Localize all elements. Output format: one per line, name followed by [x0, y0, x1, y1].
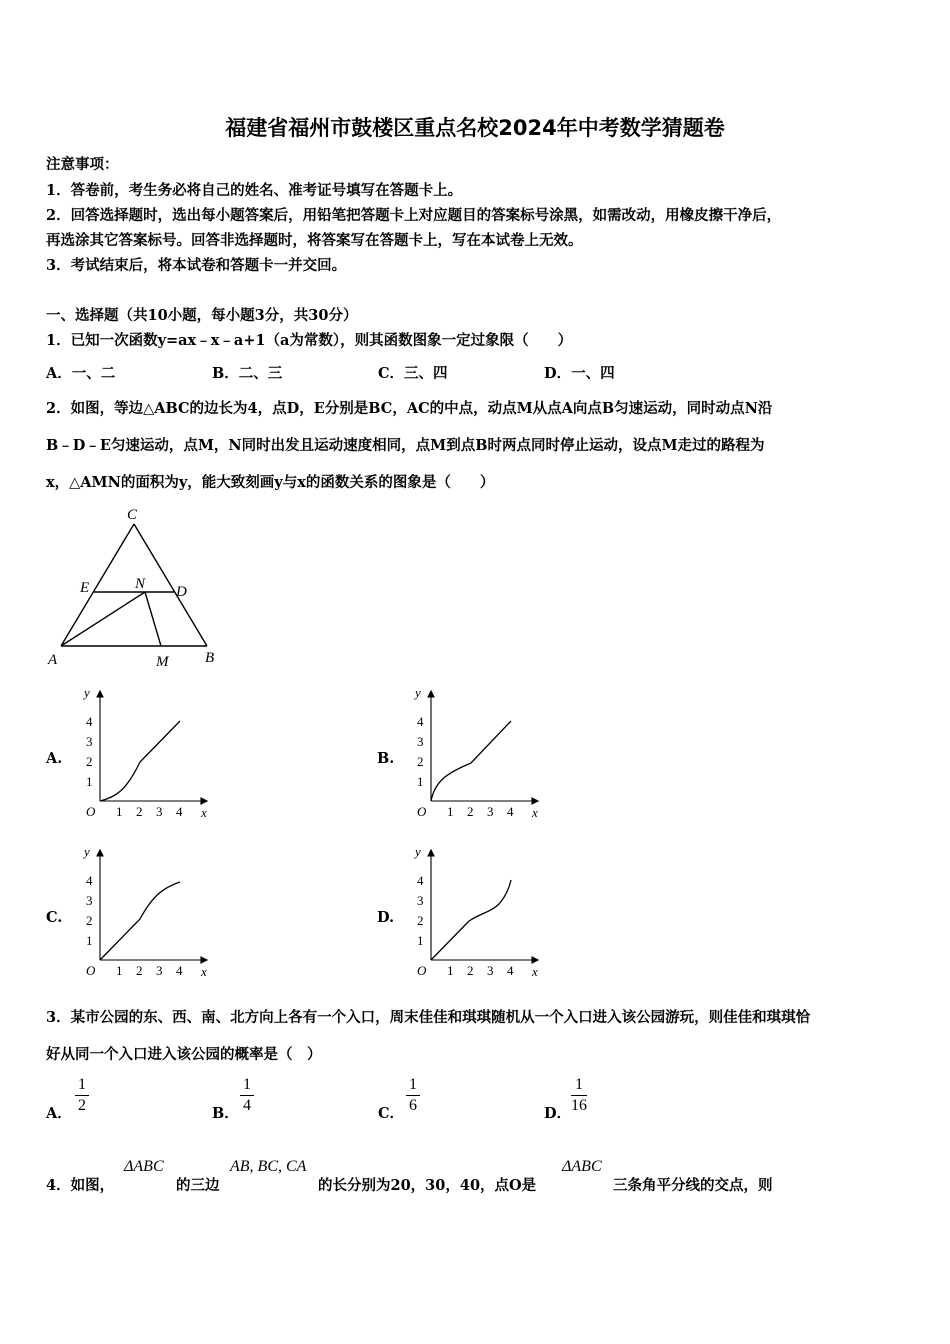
svg-text:4: 4 — [86, 714, 93, 729]
notice-item: 3．考试结束后，将本试卷和答题卡一并交回。 — [46, 257, 347, 274]
svg-text:y: y — [415, 844, 421, 859]
svg-text:1: 1 — [86, 933, 93, 948]
notice-item: 1．答卷前，考生务必将自己的姓名、准考证号填写在答题卡上。 — [46, 182, 463, 199]
svg-text:O: O — [417, 963, 427, 978]
svg-text:1: 1 — [417, 774, 424, 789]
svg-text:x: x — [532, 964, 538, 979]
q3-option-d-label: D． — [544, 1105, 572, 1122]
svg-text:3: 3 — [86, 893, 93, 908]
svg-text:1: 1 — [417, 933, 424, 948]
svg-text:4: 4 — [507, 804, 514, 819]
q4-math-sides: AB, BC, CA — [230, 1158, 307, 1175]
segment-nm — [145, 592, 161, 646]
x-axis-label: x — [201, 805, 207, 820]
svg-text:x: x — [532, 805, 538, 820]
q1-option-c: C．三、四 — [378, 365, 448, 382]
q3-option-d-fraction: $\frac{1}{16}$ — [571, 1076, 587, 1114]
svg-text:2: 2 — [467, 804, 474, 819]
svg-text:3: 3 — [487, 804, 494, 819]
q3-line: 好从同一个入口进入该公园的概率是（ ） — [46, 1046, 322, 1063]
q3-option-b-label: B． — [212, 1105, 239, 1122]
notice-heading: 注意事项： — [46, 156, 119, 173]
svg-text:3: 3 — [156, 804, 163, 819]
label-c: C — [127, 507, 138, 523]
svg-text:4: 4 — [417, 714, 424, 729]
svg-text:4: 4 — [176, 963, 183, 978]
svg-text:2: 2 — [467, 963, 474, 978]
label-d: D — [176, 584, 187, 600]
q2-option-b-label: B. — [377, 750, 395, 767]
svg-text:1: 1 — [86, 774, 93, 789]
graph-a — [72, 683, 217, 823]
q2-option-d-label: D. — [377, 909, 395, 926]
notice-item: 再选涂其它答案标号。回答非选择题时，将答案写在答题卡上，写在本试卷上无效。 — [46, 232, 583, 249]
svg-text:4: 4 — [417, 873, 424, 888]
side-ac — [61, 524, 134, 646]
q1-option-a: A．一、二 — [46, 365, 116, 382]
svg-text:3: 3 — [417, 893, 424, 908]
svg-text:2: 2 — [417, 754, 424, 769]
graph-b — [403, 683, 548, 823]
label-n: N — [135, 576, 146, 592]
svg-text:2: 2 — [417, 913, 424, 928]
q4-text-3: 的长分别为20，30，40，点O是 — [318, 1177, 537, 1194]
svg-text:3: 3 — [156, 963, 163, 978]
label-a: A — [48, 652, 58, 668]
page-title: 福建省福州市鼓楼区重点名校2024年中考数学猜题卷 — [225, 116, 725, 140]
graph-d — [403, 842, 548, 982]
q2-line: B﹣D﹣E匀速运动，点M，N同时出发且运动速度相同，点M到点B时两点同时停止运动，设点M走过的路程为 — [46, 437, 765, 454]
q3-option-b-fraction: $\frac{1}{4}$ — [240, 1076, 254, 1115]
segment-an — [61, 592, 145, 646]
q2-option-a-label: A. — [46, 750, 63, 767]
svg-text:2: 2 — [136, 963, 143, 978]
svg-text:O: O — [417, 804, 427, 819]
svg-text:3: 3 — [487, 963, 494, 978]
svg-text:1: 1 — [447, 963, 454, 978]
notice-item: 2．回答选择题时，选出每小题答案后，用铅笔把答题卡上对应题目的答案标号涂黑，如需改动，用橡皮擦干净后， — [46, 207, 782, 224]
q1-stem: 1．已知一次函数y=ax﹣x﹣a+1（a为常数），则其函数图象一定过象限（ ） — [46, 332, 573, 349]
svg-text:1: 1 — [116, 804, 123, 819]
label-e: E — [80, 580, 90, 596]
q2-option-c-label: C. — [46, 909, 63, 926]
svg-text:4: 4 — [86, 873, 93, 888]
svg-text:4: 4 — [176, 804, 183, 819]
label-m: M — [156, 654, 169, 670]
svg-text:2: 2 — [86, 754, 93, 769]
q4-math-triangle: ΔABC — [124, 1158, 164, 1175]
q4-math-triangle-2: ΔABC — [562, 1158, 602, 1175]
y-axis-label: y — [84, 685, 90, 700]
q3-option-a-label: A． — [46, 1105, 72, 1122]
q1-option-b: B．二、三 — [212, 365, 283, 382]
svg-text:1: 1 — [116, 963, 123, 978]
triangle-figure — [40, 500, 230, 672]
origin-label: O — [86, 804, 96, 819]
svg-text:3: 3 — [86, 734, 93, 749]
q2-line: 2．如图，等边△ABC的边长为4，点D，E分别是BC，AC的中点，动点M从点A向点B匀速运动，同时动点N沿 — [46, 400, 773, 417]
q3-option-c-label: C． — [378, 1105, 405, 1122]
svg-text:4: 4 — [507, 963, 514, 978]
svg-text:y: y — [84, 844, 90, 859]
section-heading: 一、选择题（共10小题，每小题3分，共30分） — [46, 307, 358, 324]
svg-text:1: 1 — [447, 804, 454, 819]
q4-text-2: 的三边 — [176, 1177, 220, 1194]
q3-line: 3．某市公园的东、西、南、北方向上各有一个入口，周末佳佳和琪琪随机从一个入口进入该公园游玩，则佳佳和琪琪恰 — [46, 1009, 811, 1026]
svg-text:3: 3 — [417, 734, 424, 749]
svg-text:y: y — [415, 685, 421, 700]
q4-text-4: 三条角平分线的交点，则 — [613, 1177, 773, 1194]
graph-c — [72, 842, 217, 982]
q3-option-a-fraction: $\frac{1}{2}$ — [75, 1076, 89, 1115]
q2-line: x，△AMN的面积为y，能大致刻画y与x的函数关系的图象是（ ） — [46, 474, 495, 491]
svg-text:O: O — [86, 963, 96, 978]
q3-option-c-fraction: $\frac{1}{6}$ — [406, 1076, 420, 1115]
svg-text:2: 2 — [136, 804, 143, 819]
q4-text-1: 4．如图， — [46, 1177, 115, 1194]
svg-text:2: 2 — [86, 913, 93, 928]
svg-text:x: x — [201, 964, 207, 979]
label-b: B — [205, 650, 215, 666]
q1-option-d: D．一、四 — [544, 365, 615, 382]
